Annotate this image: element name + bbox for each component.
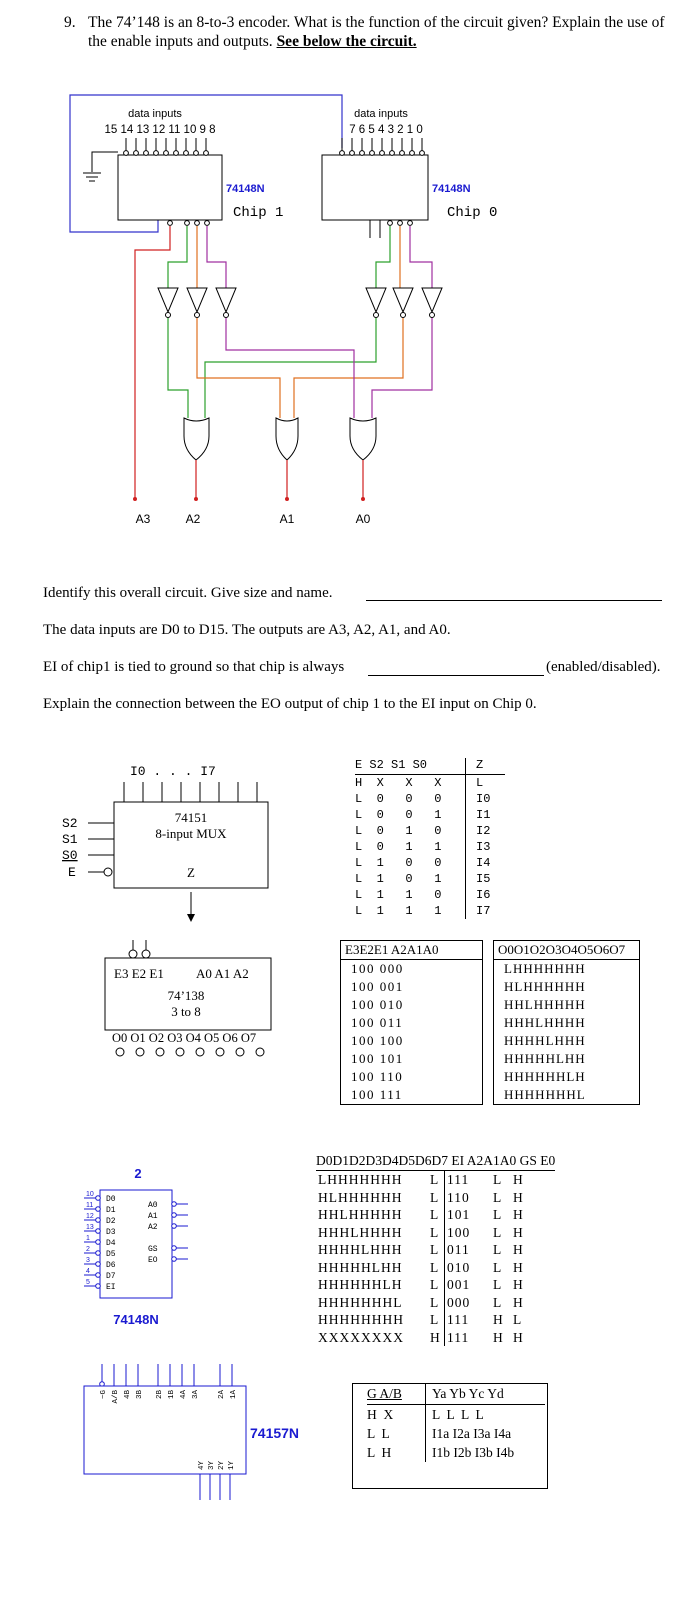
decoder-row-in: 100 010 (351, 997, 404, 1012)
mux-row-z: I0 (465, 791, 490, 807)
enc-row-ei: L (430, 1171, 445, 1189)
decoder-row-in: 100 101 (351, 1051, 404, 1066)
mux-table-row (355, 887, 505, 903)
encoder-pin-number: 12 (86, 1213, 94, 1220)
output-a0: A0 (355, 512, 371, 526)
qm-pin-7: 3A (192, 1390, 200, 1400)
enc-row-eo: H (513, 1259, 524, 1275)
enc-row-a: 110 (447, 1189, 470, 1205)
enc-row-a: 100 (447, 1224, 471, 1240)
mux-row-z: I6 (465, 887, 490, 903)
decoder-row-in: 100 000 (351, 961, 404, 976)
see-below-link[interactable]: See below the circuit. (276, 33, 417, 50)
enc-row-a: 111 (447, 1312, 470, 1327)
mux-table-row (355, 855, 505, 871)
mux-74151-diagram (40, 750, 300, 930)
qm-header-left: G A/B (367, 1386, 402, 1401)
mux-row-inputs: L 0 1 0 (355, 824, 442, 838)
decoder-row-in: 100 111 (351, 1087, 403, 1102)
enc-row-ei: L (430, 1259, 445, 1277)
mux-table-row (355, 775, 505, 791)
qm-pin-4: 2B (156, 1390, 164, 1400)
qm-pin-3: 3B (136, 1390, 144, 1400)
encoder-74148-diagram (60, 1160, 220, 1340)
mux-s1: S1 (62, 832, 78, 847)
decoder-row-in: 100 100 (351, 1033, 404, 1048)
decoder-part: 74’138 (167, 988, 205, 1003)
encoder-table-row (316, 1171, 555, 1189)
chip0-box (322, 155, 428, 220)
encoder-pin-ei: EI (106, 1283, 116, 1292)
enc-row-eo: H (513, 1294, 524, 1310)
encoder-pin-gs: GS (148, 1245, 158, 1254)
encoder-pin-number: 3 (86, 1257, 90, 1264)
qm-pin-2: 4B (124, 1390, 132, 1400)
mux-e: E (68, 865, 76, 880)
encoder-table-row (316, 1311, 555, 1329)
mux-row-z: I7 (465, 903, 490, 919)
or-gate-a0 (350, 418, 376, 460)
enc-row-d: HHHHHHHL (318, 1294, 403, 1310)
mux-row-z: L (465, 775, 483, 791)
decoder-row-out: HHHHLHHH (504, 1033, 586, 1048)
enc-row-d: HHHHHLHH (318, 1259, 403, 1275)
encoder-truth-table (316, 1152, 555, 1346)
enc-row-d: LHHHHHHH (318, 1172, 403, 1187)
enc-row-eo: H (513, 1172, 524, 1187)
enc-row-gs: H (493, 1312, 504, 1327)
right-data-label: data inputs (354, 108, 408, 120)
inputs-statement: The data inputs are D0 to D15. The outputs are A3, A2, A1, and A0. (43, 622, 451, 638)
mux-table-row (355, 791, 505, 807)
decoder-row-out: HHHHHHHL (504, 1087, 586, 1102)
enc-row-a: 101 (447, 1207, 471, 1222)
enc-row-ei: L (430, 1294, 445, 1312)
quad-mux-truth-table (352, 1383, 548, 1489)
explain-prompt: Explain the connection between the EO output of chip 1 to the EI input on Chip 0. (43, 696, 537, 712)
encoder-table-row (316, 1241, 555, 1259)
mux-table-row (355, 871, 505, 887)
encoder-table-row (316, 1276, 555, 1294)
enc-row-eo: H (513, 1189, 524, 1205)
enc-row-ei: L (430, 1241, 445, 1259)
right-data-numbers: 7 6 5 4 3 2 1 0 (349, 124, 423, 136)
mux-s2: S2 (62, 816, 78, 831)
qm-pin-9: 1A (230, 1390, 238, 1400)
decoder-row-in: 100 110 (351, 1069, 404, 1084)
encoder-pin-d0: D0 (106, 1195, 116, 1204)
encoder-pin-a1: A1 (148, 1212, 158, 1221)
qm-header-right: Ya Yb Yc Yd (425, 1384, 504, 1404)
enc-row-d: HHHHHHLH (318, 1277, 403, 1292)
enc-row-a: 111 (447, 1329, 470, 1345)
encoder-pin-d2: D2 (106, 1217, 116, 1226)
encoder-table-header: D0D1D2D3D4D5D6D7 EI A2A1A0 GS E0 (316, 1152, 555, 1171)
qm-out-2: 2Y (218, 1460, 226, 1470)
decoder-header-in: E3E2E1 A2A1A0 (341, 941, 482, 960)
mux-table-row (355, 903, 505, 919)
qm-out-0: 4Y (198, 1460, 206, 1470)
output-a3: A3 (135, 512, 151, 526)
enc-row-a: 011 (447, 1242, 470, 1257)
enc-row-eo: H (513, 1207, 524, 1222)
enc-row-gs: L (493, 1172, 503, 1187)
quad-mux-74157-diagram (80, 1360, 320, 1505)
chip0-part: 74148N (432, 183, 471, 195)
qm-out-3: 1Y (228, 1460, 236, 1470)
qm-table-row (367, 1443, 547, 1462)
encoder-table-row (316, 1206, 555, 1224)
encoder-pin-number: 11 (86, 1202, 94, 1209)
mux-row-inputs: L 0 0 1 (355, 808, 442, 822)
encoder-table-row (316, 1329, 555, 1347)
encoder-table-row (316, 1294, 555, 1312)
qm-row-left: L H (367, 1445, 392, 1460)
mux-row-inputs: L 0 0 0 (355, 792, 442, 806)
mux-desc: 8-input MUX (155, 826, 227, 841)
qm-row-left: L L (367, 1426, 390, 1441)
encoder-num: 2 (134, 1166, 142, 1181)
encoder-pin-a0: A0 (148, 1201, 158, 1210)
qm-pin-0: ~G (100, 1390, 108, 1400)
chip0-name: Chip 0 (447, 205, 498, 221)
enc-row-gs: L (493, 1277, 503, 1292)
encoder-pin-number: 4 (86, 1268, 90, 1275)
enc-row-gs: H (493, 1329, 504, 1345)
enc-row-d: HHHHLHHH (318, 1242, 403, 1257)
encoder-pin-number: 1 (86, 1235, 90, 1242)
mux-table-row (355, 839, 505, 855)
enc-row-d: HHHHHHHH (318, 1312, 404, 1327)
enc-row-a: 001 (447, 1277, 471, 1292)
quad-mux-part: 74157N (250, 1425, 300, 1441)
left-data-label: data inputs (128, 108, 182, 120)
qm-row-left: H X (367, 1407, 394, 1422)
enc-row-eo: H (513, 1224, 524, 1240)
mux-row-z: I5 (465, 871, 490, 887)
enc-row-gs: L (493, 1259, 503, 1275)
encoder-cascade-circuit (0, 80, 700, 540)
decoder-desc: 3 to 8 (171, 1004, 201, 1019)
enc-row-d: XXXXXXXX (318, 1329, 404, 1345)
decoder-row-in: 100 011 (351, 1015, 404, 1030)
ei-choice: (enabled/disabled). (546, 659, 661, 675)
qm-table-row (367, 1424, 547, 1443)
enc-row-a: 010 (447, 1259, 471, 1275)
enc-row-gs: L (493, 1189, 503, 1205)
mux-row-z: I3 (465, 839, 490, 855)
enc-row-eo: H (513, 1242, 524, 1257)
enc-row-gs: L (493, 1294, 503, 1310)
or-gate-a1 (276, 418, 298, 460)
decoder-row-out: HHHHHLHH (504, 1051, 586, 1066)
enc-row-gs: L (493, 1242, 503, 1257)
decoder-row-out: HLHHHHHH (504, 979, 586, 994)
decoder-truth-table (340, 940, 640, 1105)
mux-table-row (355, 823, 505, 839)
enc-row-d: HHLHHHHH (318, 1207, 403, 1222)
encoder-pin-d4: D4 (106, 1239, 116, 1248)
encoder-table-row (316, 1224, 555, 1242)
enc-row-a: 111 (447, 1172, 470, 1187)
enc-row-eo: L (513, 1312, 523, 1327)
decoder-74138-diagram (100, 940, 280, 1060)
decoder-row-out: HHHHHHLH (504, 1069, 586, 1084)
encoder-pin-d1: D1 (106, 1206, 116, 1215)
encoder-pin-d7: D7 (106, 1272, 116, 1281)
enc-row-ei: H (430, 1329, 445, 1347)
decoder-enables: E3 E2 E1 (114, 966, 164, 981)
mux-inputs-label: I0 . . . I7 (130, 764, 216, 779)
encoder-pin-number: 2 (86, 1246, 90, 1253)
enc-row-eo: H (513, 1329, 524, 1345)
mux-row-inputs: H X X X (355, 776, 442, 790)
qm-out-1: 3Y (208, 1460, 216, 1470)
qm-pin-5: 1B (168, 1390, 176, 1400)
mux-row-z: I4 (465, 855, 490, 871)
decoder-address: A0 A1 A2 (196, 966, 249, 981)
enc-row-d: HHHLHHHH (318, 1224, 403, 1240)
mux-s0: S0 (62, 848, 78, 863)
encoder-pin-number: 13 (86, 1224, 94, 1231)
mux-row-inputs: L 0 1 1 (355, 840, 442, 854)
enc-row-ei: L (430, 1276, 445, 1294)
mux-row-inputs: L 1 0 1 (355, 872, 442, 886)
encoder-pin-eo: EO (148, 1256, 158, 1265)
qm-row-right: I1a I2a I3a I4a (425, 1424, 511, 1443)
encoder-pin-d5: D5 (106, 1250, 116, 1259)
chip1-name: Chip 1 (233, 205, 284, 221)
encoder-pin-d6: D6 (106, 1261, 116, 1270)
left-data-numbers: 15 14 13 12 11 10 9 8 (104, 124, 216, 136)
question-text (88, 13, 678, 51)
decoder-row-out: HHHLHHHH (504, 1015, 586, 1030)
enc-row-a: 000 (447, 1294, 471, 1310)
enc-row-ei: L (430, 1206, 445, 1224)
encoder-pin-d3: D3 (106, 1228, 116, 1237)
ei-prompt: EI of chip1 is tied to ground so that chip is always (43, 659, 345, 675)
decoder-outputs: O0 O1 O2 O3 O4 O5 O6 O7 (112, 1031, 257, 1045)
output-a2: A2 (185, 512, 201, 526)
decoder-row-out: LHHHHHHH (504, 961, 586, 976)
enc-row-gs: L (493, 1224, 503, 1240)
mux-part: 74151 (174, 810, 208, 825)
mux-row-inputs: L 1 1 0 (355, 888, 442, 902)
identify-prompt: Identify this overall circuit. Give size and name. (43, 585, 333, 601)
qm-row-right: L L L L (425, 1405, 484, 1424)
enc-row-ei: L (430, 1189, 445, 1207)
output-a1: A1 (279, 512, 295, 526)
encoder-pin-a2: A2 (148, 1223, 158, 1232)
encoder-table-row (316, 1189, 555, 1207)
ei-answer-line[interactable] (368, 675, 544, 676)
qm-pin-1: A/B (112, 1390, 120, 1404)
enc-row-ei: L (430, 1224, 445, 1242)
mux-out-label: Z (187, 865, 195, 880)
mux-row-inputs: L 1 0 0 (355, 856, 442, 870)
mux-truth-table (355, 758, 505, 925)
enc-row-gs: L (493, 1207, 503, 1222)
enc-row-ei: L (430, 1311, 445, 1329)
question-body: The 74’148 is an 8-to-3 encoder. What is the function of the circuit given? Explain the use of the enable inputs and outputs. (88, 14, 665, 50)
encoder-table-row (316, 1259, 555, 1277)
decoder-header-out: O0O1O2O3O4O5O6O7 (494, 941, 639, 960)
decoder-row-out: HHLHHHHH (504, 997, 586, 1012)
identify-answer-line[interactable] (366, 600, 662, 601)
encoder-pin-number: 10 (86, 1191, 94, 1198)
mux-table-header: E S2 S1 S0 (355, 758, 428, 772)
decoder-row-in: 100 001 (351, 979, 404, 994)
qm-pin-8: 2A (218, 1390, 226, 1400)
mux-row-z: I2 (465, 823, 490, 839)
encoder-part: 74148N (113, 1312, 159, 1327)
chip1-box (118, 155, 222, 220)
qm-table-row (367, 1405, 547, 1424)
enc-row-eo: H (513, 1277, 524, 1292)
mux-row-inputs: L 1 1 1 (355, 904, 442, 918)
qm-row-right: I1b I2b I3b I4b (425, 1443, 514, 1462)
mux-row-z: I1 (465, 807, 490, 823)
question-number: 9. (64, 14, 76, 31)
mux-table-z: Z (465, 758, 483, 774)
qm-pin-6: 4A (180, 1390, 188, 1400)
enc-row-d: HLHHHHHH (318, 1189, 403, 1205)
mux-table-row (355, 807, 505, 823)
or-gate-a2 (184, 418, 209, 460)
encoder-pin-number: 5 (86, 1279, 90, 1286)
chip1-part: 74148N (226, 183, 265, 195)
